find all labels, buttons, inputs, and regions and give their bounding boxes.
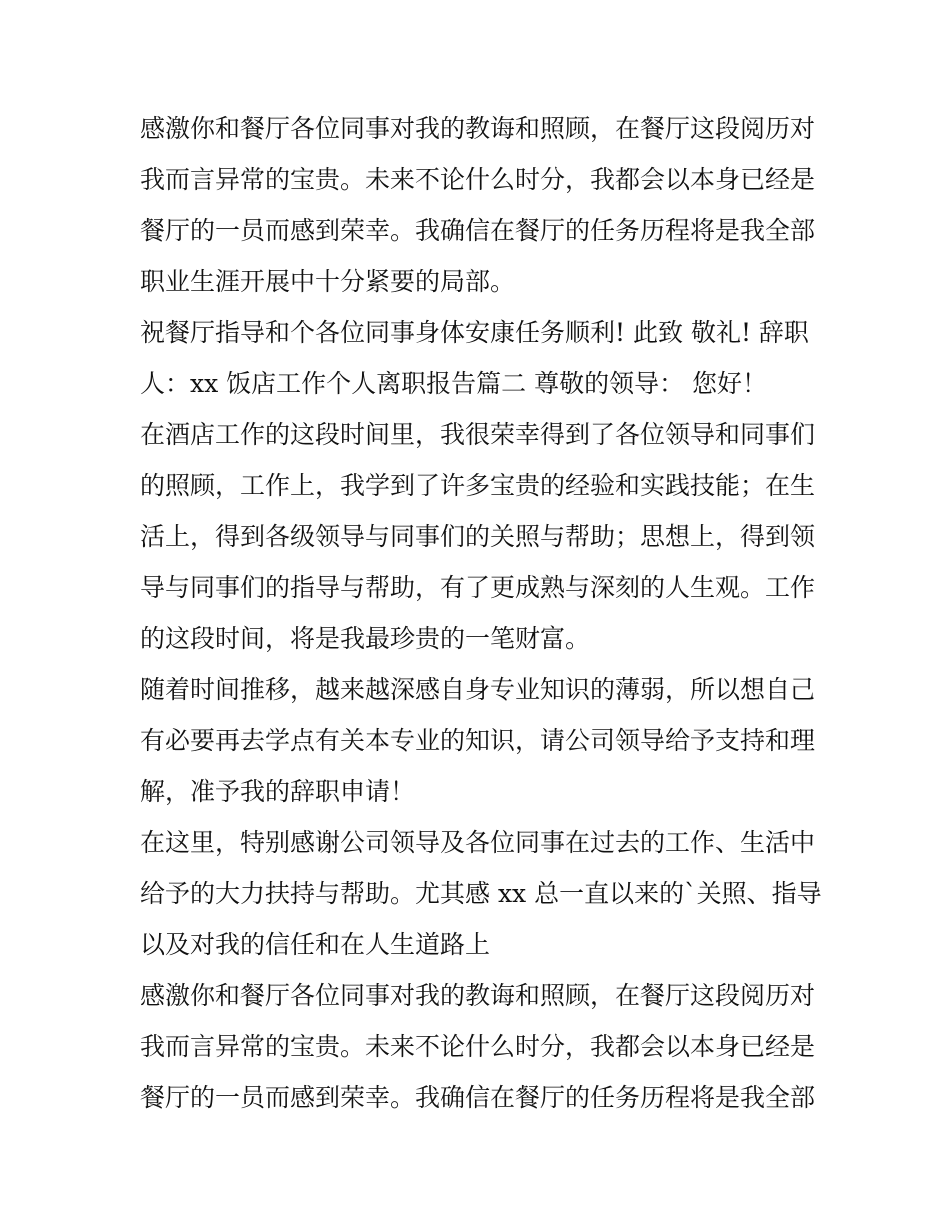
text-line: 我而言异常的宝贵。未来不论什么时分，我都会以本身已经是	[140, 1032, 816, 1061]
text-line: 活上，得到各级领导与同事们的关照与帮助；思想上，得到领	[140, 522, 816, 551]
text-line: 的这段时间，将是我最珍贵的一笔财富。	[140, 624, 591, 653]
text-line: 解，准予我的辞职申请！	[140, 777, 416, 806]
text-line: 在酒店工作的这段时间里，我很荣幸得到了各位领导和同事们	[140, 420, 816, 449]
text-line: 感激你和餐厅各位同事对我的教诲和照顾，在餐厅这段阅历对	[140, 981, 816, 1010]
text-line: 人：xx 饭店工作个人离职报告篇二 尊敬的领导： 您好！	[140, 369, 768, 398]
text-line: 祝餐厅指导和个各位同事身体安康任务顺利! 此致 敬礼! 辞职	[140, 318, 809, 347]
text-line: 餐厅的一员而感到荣幸。我确信在餐厅的任务历程将是我全部	[140, 1083, 816, 1112]
text-line: 职业生涯开展中十分紧要的局部。	[140, 267, 516, 296]
document-body	[140, 103, 820, 1123]
text-line: 给予的大力扶持与帮助。尤其感 xx 总一直以来的`关照、指导	[140, 879, 822, 908]
text-line: 随着时间推移，越来越深感自身专业知识的薄弱，所以想自己	[140, 675, 816, 704]
text-line: 感激你和餐厅各位同事对我的教诲和照顾，在餐厅这段阅历对	[140, 114, 816, 143]
text-line: 导与同事们的指导与帮助，有了更成熟与深刻的人生观。工作	[140, 573, 816, 602]
text-line: 以及对我的信任和在人生道路上	[140, 930, 491, 959]
text-line: 有必要再去学点有关本专业的知识，请公司领导给予支持和理	[140, 726, 816, 755]
text-line: 在这里，特别感谢公司领导及各位同事在过去的工作、生活中	[140, 828, 816, 857]
text-line: 的照顾，工作上，我学到了许多宝贵的经验和实践技能；在生	[140, 471, 816, 500]
text-line: 餐厅的一员而感到荣幸。我确信在餐厅的任务历程将是我全部	[140, 216, 816, 245]
text-line: 我而言异常的宝贵。未来不论什么时分，我都会以本身已经是	[140, 165, 816, 194]
